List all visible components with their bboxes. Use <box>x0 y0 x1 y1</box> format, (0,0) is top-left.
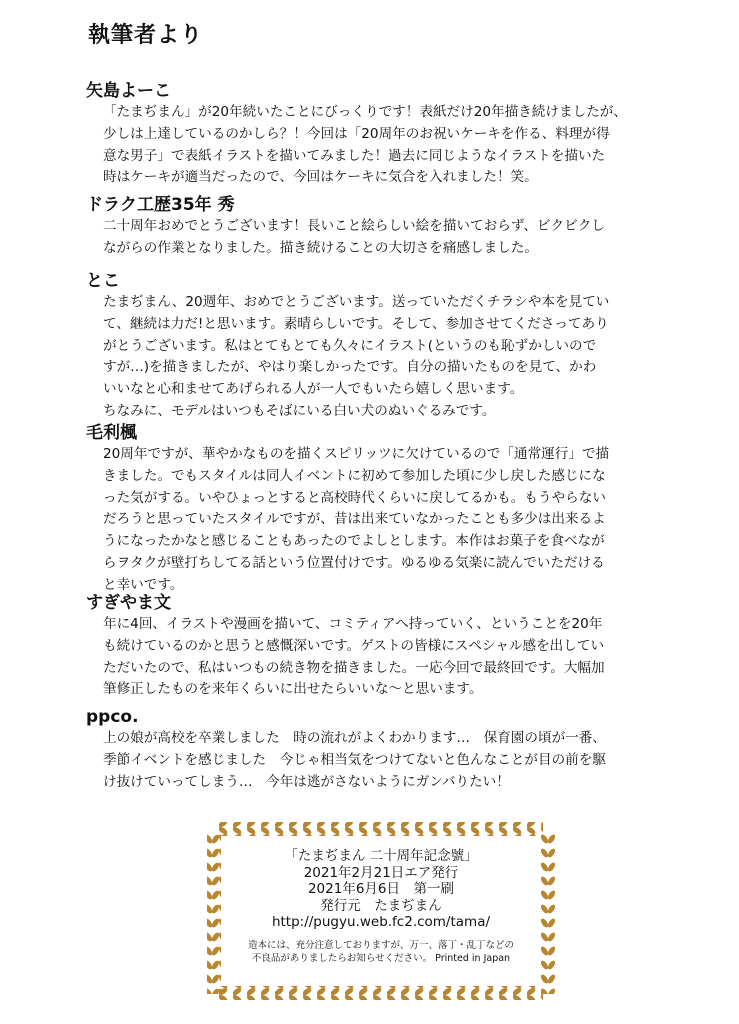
contributor-name: 矢島よーこ <box>86 81 171 101</box>
message-line: 時はケーキが適当だったので、今回はケーキに気合を入れました！笑。 <box>103 169 538 186</box>
message-line: ながらの作業となりました。描き続けることの大切さを痛感しました。 <box>103 239 538 256</box>
message-line: がとうございます。私はとてもとても久々にイラスト(というのも恥ずかしいので <box>103 337 597 354</box>
colophon-note-1: 造本には、充分注意しておりますが、万一、落丁・乱丁などの <box>247 939 514 951</box>
message-line: いいなと心和ませてあげられる人が一人でもいたら嬉しく思います。 <box>103 381 524 398</box>
message-line: 20周年ですが、華やかなものを描くスピリッツに欠けているので「通常運行」で描 <box>103 446 610 462</box>
message-line: だろうと思っていたスタイルですが、昔は出来ていなかったことも多少は出来るよ <box>103 511 606 528</box>
colophon-publisher: 発行元 たまぢまん <box>320 897 442 914</box>
message-line: ただいたので、私はいつもの続き物を描きました。一応今回で最終回です。大幅加 <box>103 659 605 676</box>
page-title: 執筆者より <box>88 23 204 48</box>
message-line: ちなみに、モデルはいつもそばにいる白い犬のぬいぐるみです。 <box>103 402 496 419</box>
message-line: すが…)を描きましたが、やはり楽しかったです。自分の描いたものを見て、かわ <box>103 359 597 376</box>
contributor-name: ppco. <box>86 707 139 727</box>
contributor-section <box>86 706 686 793</box>
message-line: 二十周年おめでとうございます！長いこと絵らしい絵を描いておらず、ビクビクし <box>103 218 605 234</box>
message-line: 上の娘が高校を卒業しました 時の流れがよくわかります… 保育園の頃が一番、 <box>103 730 606 746</box>
colophon-air-date: 2021年2月21日エア発行 <box>303 864 459 881</box>
message-line: らヲタクが壁打ちしてる話という位置付けです。ゆるゆる気楽に読んでいただける <box>103 554 605 571</box>
contributor-name: 毛利楓 <box>86 423 137 443</box>
message-line: け抜けていってしまう… 今年は逃がさないようにガンバりたい！ <box>103 773 510 790</box>
contributor-message <box>103 614 686 701</box>
message-line: きました。でもスタイルは同人イベントに初めて参加した頃に少し戻した感じにな <box>103 467 606 484</box>
message-line: うになったかなと感じることもあったのでよしとします。本作はお菓子を食べなが <box>103 533 605 550</box>
contributor-name: とこ <box>86 271 120 291</box>
contributor-section <box>86 270 686 423</box>
message-line: と幸いです。 <box>103 576 184 593</box>
colophon-url: http://pugyu.web.fc2.com/tama/ <box>271 914 491 930</box>
contributor-message <box>103 292 686 423</box>
contributor-message <box>103 102 686 189</box>
contributor-section <box>86 80 686 189</box>
contributor-message <box>103 216 686 260</box>
message-line: った気がする。いやひょっとすると高校時代くらいに戻してるかも。もうやらない <box>103 489 606 506</box>
contributor-section <box>86 592 686 701</box>
contributor-message <box>103 728 686 793</box>
contributor-name: すぎやま文 <box>86 593 171 613</box>
message-line: 筆修正したものを来年くらいに出せたらいいな～と思います。 <box>103 681 483 698</box>
message-line: 季節イベントを感じました 今じゃ相当気をつけてないと色んなことが目の前を駆 <box>103 751 606 768</box>
contributor-message <box>103 444 686 597</box>
colophon-box <box>205 820 557 1002</box>
message-line: 意な男子」で表紙イラストを描いてみました！過去に同じようなイラストを描いた <box>103 147 606 164</box>
contributor-section <box>86 422 686 597</box>
colophon-print-date: 2021年6月6日 第一刷 <box>307 881 455 897</box>
message-line: 「たまぢまん」が20年続いたことにびっくりです！表紙だけ20年描き続けましたが、 <box>103 104 627 120</box>
message-line: て、継続は力だ!と思います。素晴らしいです。そして、参加させてくださってあり <box>103 315 609 332</box>
colophon-note-2: 不良品がありましたらお知らせください。 Printed in Japan <box>251 952 511 964</box>
contributor-name: ドラク工歴35年 秀 <box>86 195 235 215</box>
colophon-title: 「たまぢまん 二十周年記念號」 <box>284 848 478 864</box>
message-line: 少しは上達しているのかしら？！今回は「20周年のお祝いケーキを作る、料理が得 <box>103 125 610 142</box>
contributor-section <box>86 194 686 260</box>
message-line: も続けているのかと思うと感慨深いです。ゲストの皆様にスペシャル感を出してい <box>103 637 605 654</box>
message-line: 年に4回、イラストや漫画を描いて、コミティアへ持っていく、ということを20年 <box>103 616 603 632</box>
message-line: たまぢまん、20週年、おめでとうございます。送っていただくチラシや本を見てい <box>103 294 610 310</box>
